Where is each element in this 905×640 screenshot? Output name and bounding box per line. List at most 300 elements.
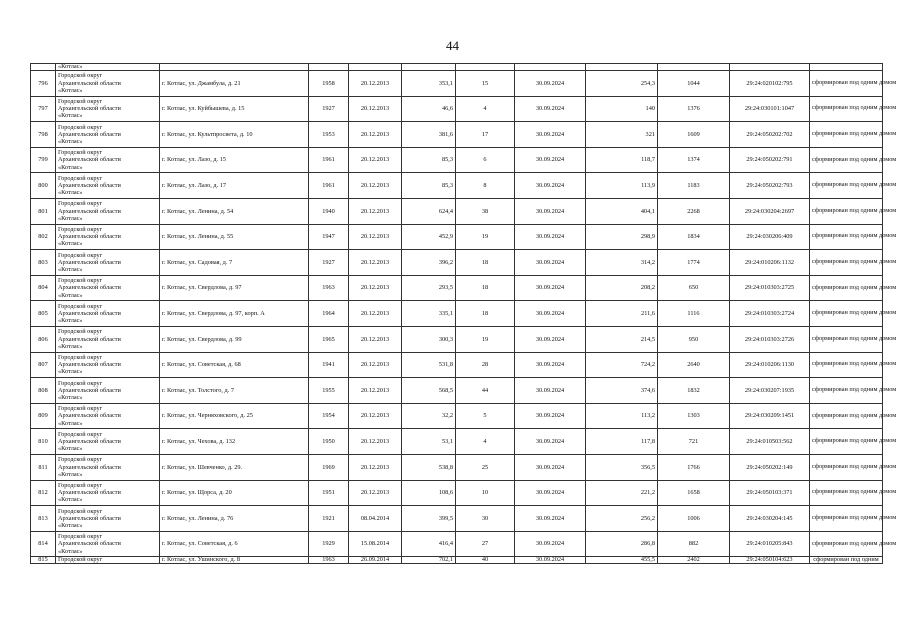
cell-planned-date: 30.09.2024 xyxy=(515,326,586,352)
cell-num: 811 xyxy=(31,454,56,480)
cell-date: 20.12.2013 xyxy=(349,378,402,404)
cell-municipality xyxy=(56,506,160,532)
cell-area: 32,2 xyxy=(402,403,456,429)
cell-date: 26.09.2014 xyxy=(349,557,402,564)
municipality-line: Архангельской области xyxy=(58,438,121,445)
cell-residents xyxy=(456,64,515,71)
cell-residents: 19 xyxy=(456,224,515,250)
cell-land-area: 724,2 xyxy=(586,352,658,378)
cell-planned-date: 30.09.2024 xyxy=(515,198,586,224)
cell-area: 53,1 xyxy=(402,429,456,455)
cell-planned-date: 30.09.2024 xyxy=(515,557,586,564)
cell-address xyxy=(160,64,309,71)
municipality-line: Городской округ xyxy=(58,174,103,182)
cell-date xyxy=(349,64,402,71)
cell-planned-date: 30.09.2024 xyxy=(515,480,586,506)
cell-municipality xyxy=(56,173,160,199)
cell-planned-date: 30.09.2024 xyxy=(515,250,586,276)
cell-residents: 28 xyxy=(456,352,515,378)
cell-planned-date: 30.09.2024 xyxy=(515,275,586,301)
table-row xyxy=(31,352,883,378)
cell-num: 808 xyxy=(31,378,56,404)
municipality-line: Городской округ xyxy=(58,98,103,106)
page-number: 44 xyxy=(446,38,459,53)
table-row xyxy=(31,250,883,276)
cell-year: 1940 xyxy=(309,198,349,224)
cell-year: 1929 xyxy=(309,531,349,557)
cell-note: сформирован под одним домом xyxy=(810,352,883,378)
cell-cadastral: 29:24:030207:1935 xyxy=(730,378,810,404)
cell-id: 721 xyxy=(658,429,730,455)
cell-note: сформирован под одним домом xyxy=(810,173,883,199)
cell-municipality xyxy=(56,352,160,378)
cell-address: г. Котлас, ул. Чехова, д. 132 xyxy=(160,429,309,455)
cell-land-area: 298,9 xyxy=(586,224,658,250)
cell-area: 353,1 xyxy=(402,71,456,97)
municipality-line: «Котлас» xyxy=(58,291,83,299)
cell-land-area: 356,5 xyxy=(586,454,658,480)
municipality-line: Городской округ xyxy=(58,430,103,438)
cell-land-area: 321 xyxy=(586,122,658,148)
cell-planned-date: 30.09.2024 xyxy=(515,454,586,480)
cell-date: 20.12.2013 xyxy=(349,454,402,480)
table-row xyxy=(31,275,883,301)
cell-date: 20.12.2013 xyxy=(349,147,402,173)
table-row xyxy=(31,173,883,199)
table-row xyxy=(31,531,883,557)
cell-land-area: 404,1 xyxy=(586,198,658,224)
cell-year: 1927 xyxy=(309,96,349,122)
cell-cadastral: 29:24:050103:371 xyxy=(730,480,810,506)
municipality-line: Городской округ xyxy=(58,123,103,131)
cell-land-area: 117,8 xyxy=(586,429,658,455)
cell-date: 20.12.2013 xyxy=(349,352,402,378)
table-row-partial xyxy=(31,557,883,564)
cell-municipality xyxy=(56,480,160,506)
cell-municipality xyxy=(56,403,160,429)
cell-land-area: 113,2 xyxy=(586,403,658,429)
cell-area: 624,4 xyxy=(402,198,456,224)
cell-land-area: 208,2 xyxy=(586,275,658,301)
table-row xyxy=(31,480,883,506)
cell-area: 452,9 xyxy=(402,224,456,250)
cell-id: 650 xyxy=(658,275,730,301)
municipality-line: «Котлас» xyxy=(58,189,83,197)
cell-note: сформирован под одним домом xyxy=(810,531,883,557)
cell-date: 20.12.2013 xyxy=(349,301,402,327)
cell-municipality xyxy=(56,275,160,301)
cell-land-area: 214,5 xyxy=(586,326,658,352)
municipality-line: «Котлас» xyxy=(58,521,83,529)
cell-num: 802 xyxy=(31,224,56,250)
cell-year: 1965 xyxy=(309,326,349,352)
cell-planned-date: 30.09.2024 xyxy=(515,403,586,429)
cell-planned-date: 30.09.2024 xyxy=(515,378,586,404)
cell-year: 1963 xyxy=(309,557,349,564)
municipality-line: Городской округ xyxy=(58,200,103,208)
cell-cadastral: 29:24:050202:793 xyxy=(730,173,810,199)
cell-year: 1969 xyxy=(309,454,349,480)
table-body xyxy=(31,63,897,564)
cell-land-area: 256,2 xyxy=(586,506,658,532)
cell-year: 1947 xyxy=(309,224,349,250)
cell-note: сформирован под одним домом xyxy=(810,403,883,429)
municipality-line: Городской округ xyxy=(58,251,103,259)
cell-residents: 4 xyxy=(456,96,515,122)
cell-id xyxy=(658,64,730,71)
municipality-line: «Котлас» xyxy=(58,547,83,555)
cell-cadastral: 29:24:010303:2725 xyxy=(730,275,810,301)
municipality-line: Архангельской области xyxy=(58,310,121,318)
cell-num: 814 xyxy=(31,531,56,557)
cell-year: 1961 xyxy=(309,147,349,173)
municipality-line: Архангельской области xyxy=(58,79,121,87)
cell-municipality xyxy=(56,96,160,122)
cell-residents: 6 xyxy=(456,147,515,173)
cell-planned-date: 30.09.2024 xyxy=(515,506,586,532)
cell-cadastral: 29:24:050202:149 xyxy=(730,454,810,480)
cell-land-area: 221,2 xyxy=(586,480,658,506)
table-row xyxy=(31,71,883,97)
cell-num: 796 xyxy=(31,71,56,97)
cell-address: г. Котлас, ул. Шевченко, д. 29. xyxy=(160,454,309,480)
cell-area: 416,4 xyxy=(402,531,456,557)
cell-id: 1044 xyxy=(658,71,730,97)
cell-num: 806 xyxy=(31,326,56,352)
cell-num: 801 xyxy=(31,198,56,224)
cell-address: г. Котлас, ул. Лазо, д. 15 xyxy=(160,147,309,173)
table-row xyxy=(31,506,883,532)
cell-id: 1832 xyxy=(658,378,730,404)
municipality-line: Архангельской области xyxy=(58,105,121,113)
cell-area: 108,6 xyxy=(402,480,456,506)
cell-date: 08.04.2014 xyxy=(349,506,402,532)
cell-num: 798 xyxy=(31,122,56,148)
housing-registry-table xyxy=(30,63,897,564)
cell-date: 20.12.2013 xyxy=(349,326,402,352)
cell-land-area: 118,7 xyxy=(586,147,658,173)
table-row xyxy=(31,378,883,404)
cell-cadastral: 29:24:030101:1047 xyxy=(730,96,810,122)
cell-num: 812 xyxy=(31,480,56,506)
municipality-line: Городской округ xyxy=(58,533,103,541)
cell-year: 1951 xyxy=(309,480,349,506)
cell-year: 1964 xyxy=(309,301,349,327)
cell-municipality xyxy=(56,531,160,557)
municipality-line: Архангельской области xyxy=(58,540,121,548)
cell-date: 20.12.2013 xyxy=(349,173,402,199)
municipality-line: Архангельской области xyxy=(58,335,121,343)
municipality-line: «Котлас» xyxy=(58,496,83,504)
cell-land-area: 140 xyxy=(586,96,658,122)
cell-num: 804 xyxy=(31,275,56,301)
cell-address: г. Котлас, ул. Куйбышева, д. 15 xyxy=(160,96,309,122)
cell-year: 1961 xyxy=(309,173,349,199)
cell-cadastral: 29:24:010303:2724 xyxy=(730,301,810,327)
table-row xyxy=(31,96,883,122)
cell-cadastral: 29:24:020102:795 xyxy=(730,71,810,97)
municipality-line: Городской округ xyxy=(58,354,103,362)
municipality-line: «Котлас» xyxy=(58,317,83,325)
municipality-line: Городской округ xyxy=(58,379,103,387)
cell-year: 1927 xyxy=(309,250,349,276)
cell-num: 813 xyxy=(31,506,56,532)
cell-residents: 25 xyxy=(456,454,515,480)
table-row xyxy=(31,454,883,480)
cell-cadastral: 29:24:030204:2697 xyxy=(730,198,810,224)
cell-residents: 8 xyxy=(456,173,515,199)
cell-note: сформирован под одним домом xyxy=(810,224,883,250)
municipality-line: Архангельской области xyxy=(58,182,121,190)
cell-land-area: 211,6 xyxy=(586,301,658,327)
cell-residents: 18 xyxy=(456,301,515,327)
cell-num: 799 xyxy=(31,147,56,173)
municipality-line: «Котлас» xyxy=(58,240,83,248)
table-row xyxy=(31,147,883,173)
cell-municipality: «Котлас» xyxy=(56,64,160,71)
table-row xyxy=(31,122,883,148)
cell-note: сформирован под одним домом xyxy=(810,301,883,327)
cell-cadastral: 29:24:050104:623 xyxy=(730,557,810,564)
cell-date: 20.12.2013 xyxy=(349,250,402,276)
cell-planned-date: 30.09.2024 xyxy=(515,301,586,327)
cell-id: 2402 xyxy=(658,557,730,564)
cell-land-area xyxy=(586,64,658,71)
cell-year: 1963 xyxy=(309,275,349,301)
cell-planned-date: 30.09.2024 xyxy=(515,173,586,199)
cell-address: г. Котлас, ул. Свердлова, д. 97 xyxy=(160,275,309,301)
municipality-line: Городской округ xyxy=(58,481,103,489)
cell-residents: 5 xyxy=(456,403,515,429)
cell-id: 1658 xyxy=(658,480,730,506)
municipality-line: Городской округ xyxy=(58,277,103,285)
cell-residents: 44 xyxy=(456,378,515,404)
cell-residents: 38 xyxy=(456,198,515,224)
municipality-line: Городской округ xyxy=(58,302,103,310)
cell-address: г. Котлас, ул. Толстого, д. 7 xyxy=(160,378,309,404)
cell-land-area: 455,5 xyxy=(586,557,658,564)
cell-municipality xyxy=(56,250,160,276)
cell-address: г. Котлас, ул. Лазо, д. 17 xyxy=(160,173,309,199)
cell-id: 1006 xyxy=(658,506,730,532)
cell-cadastral xyxy=(730,64,810,71)
cell-area: 85,3 xyxy=(402,173,456,199)
cell-date: 20.12.2013 xyxy=(349,224,402,250)
cell-residents: 4 xyxy=(456,429,515,455)
cell-id: 1374 xyxy=(658,147,730,173)
cell-num: 800 xyxy=(31,173,56,199)
cell-note: сформирован под одним домом xyxy=(810,147,883,173)
cell-date: 15.08.2014 xyxy=(349,531,402,557)
municipality-line: Архангельской области xyxy=(58,412,121,420)
municipality-line: Архангельской области xyxy=(58,489,121,497)
cell-num: 805 xyxy=(31,301,56,327)
cell-address: г. Котлас, ул. Садовая, д. 7 xyxy=(160,250,309,276)
municipality-line: «Котлас» xyxy=(58,342,83,350)
cell-note: сформирован под одним домом xyxy=(810,378,883,404)
cell-residents: 18 xyxy=(456,250,515,276)
municipality-line: Городской округ xyxy=(58,72,103,80)
cell-address: г. Котлас, ул. Ленина, д. 54 xyxy=(160,198,309,224)
cell-area: 85,3 xyxy=(402,147,456,173)
municipality-line: Городской округ xyxy=(58,149,103,157)
cell-planned-date: 30.09.2024 xyxy=(515,71,586,97)
municipality-line: Архангельской области xyxy=(58,207,121,215)
municipality-line: Архангельской области xyxy=(58,386,121,394)
cell-address: г. Котлас, ул. Свердлова, д. 97, корп. А xyxy=(160,301,309,327)
table-row xyxy=(31,301,883,327)
municipality-line: «Котлас» xyxy=(58,419,83,427)
cell-id: 1183 xyxy=(658,173,730,199)
cell-cadastral: 29:24:010303:2726 xyxy=(730,326,810,352)
cell-cadastral: 29:24:050202:791 xyxy=(730,147,810,173)
cell-cadastral: 29:24:030204:145 xyxy=(730,506,810,532)
cell-num: 807 xyxy=(31,352,56,378)
cell-num: 810 xyxy=(31,429,56,455)
table-row xyxy=(31,429,883,455)
cell-land-area: 374,6 xyxy=(586,378,658,404)
cell-year: 1955 xyxy=(309,378,349,404)
municipality-line: Архангельской области xyxy=(58,233,121,241)
cell-address: г. Котлас, ул. Свердлова, д. 99 xyxy=(160,326,309,352)
cell-residents: 17 xyxy=(456,122,515,148)
cell-land-area: 286,8 xyxy=(586,531,658,557)
cell-address: г. Котлас, ул. Культпросвета, д. 10 xyxy=(160,122,309,148)
municipality-line: Городской округ xyxy=(58,456,103,464)
cell-municipality xyxy=(56,198,160,224)
cell-id: 1834 xyxy=(658,224,730,250)
cell-land-area: 314,2 xyxy=(586,250,658,276)
table-row xyxy=(31,224,883,250)
cell-area: 335,1 xyxy=(402,301,456,327)
cell-cadastral: 29:24:030209:1451 xyxy=(730,403,810,429)
cell-cadastral: 29:24:010206:1132 xyxy=(730,250,810,276)
cell-note: сформирован под одним домом xyxy=(810,96,883,122)
cell-address: г. Котлас, ул. Щорса, д. 20 xyxy=(160,480,309,506)
municipality-line: Городской округ xyxy=(58,405,103,413)
cell-num: 809 xyxy=(31,403,56,429)
cell-residents: 19 xyxy=(456,326,515,352)
cell-residents: 10 xyxy=(456,480,515,506)
cell-planned-date: 30.09.2024 xyxy=(515,96,586,122)
cell-date: 20.12.2013 xyxy=(349,122,402,148)
cell-num: 815 xyxy=(31,557,56,564)
cell-area: 381,6 xyxy=(402,122,456,148)
cell-year: 1941 xyxy=(309,352,349,378)
cell-address: г. Котлас, ул. Ушинского, д. 8 xyxy=(160,557,309,564)
cell-municipality xyxy=(56,147,160,173)
municipality-line: «Котлас» xyxy=(58,470,83,478)
cell-residents: 15 xyxy=(456,71,515,97)
cell-note: сформирован под одним домом xyxy=(810,250,883,276)
cell-note: сформирован под одним домом xyxy=(810,506,883,532)
municipality-line: Архангельской области xyxy=(58,156,121,164)
municipality-line: «Котлас» xyxy=(58,368,83,376)
municipality-line: Архангельской области xyxy=(58,463,121,471)
cell-address: г. Котлас, ул. Черняховского, д. 25 xyxy=(160,403,309,429)
cell-residents: 18 xyxy=(456,275,515,301)
cell-area: 538,8 xyxy=(402,454,456,480)
cell-planned-date: 30.09.2024 xyxy=(515,429,586,455)
cell-area: 396,2 xyxy=(402,250,456,276)
cell-address: г. Котлас, ул. Советская, д. 6 xyxy=(160,531,309,557)
municipality-line: «Котлас» xyxy=(58,266,83,274)
cell-land-area: 254,3 xyxy=(586,71,658,97)
municipality-line: Городской округ xyxy=(58,507,103,515)
cell-date: 20.12.2013 xyxy=(349,198,402,224)
cell-residents: 27 xyxy=(456,531,515,557)
cell-cadastral: 29:24:010205:843 xyxy=(730,531,810,557)
cell-id: 1774 xyxy=(658,250,730,276)
cell-year xyxy=(309,64,349,71)
table-row xyxy=(31,326,883,352)
cell-id: 2640 xyxy=(658,352,730,378)
cell-note: сформирован под одним домом xyxy=(810,429,883,455)
municipality-line: Городской округ xyxy=(58,328,103,336)
cell-id: 1766 xyxy=(658,454,730,480)
cell-municipality xyxy=(56,301,160,327)
cell-id: 950 xyxy=(658,326,730,352)
cell-area: 293,5 xyxy=(402,275,456,301)
cell-id: 1303 xyxy=(658,403,730,429)
municipality-line: «Котлас» xyxy=(58,445,83,453)
cell-note: сформирован под одним домом xyxy=(810,122,883,148)
cell-municipality xyxy=(56,122,160,148)
cell-year: 1954 xyxy=(309,403,349,429)
cell-note: сформирован под одним домом xyxy=(810,326,883,352)
cell-address: г. Котлас, ул. Ленина, д. 76 xyxy=(160,506,309,532)
cell-area xyxy=(402,64,456,71)
cell-area: 531,8 xyxy=(402,352,456,378)
municipality-line: «Котлас» xyxy=(58,138,83,146)
cell-note: сформирован под одним домом xyxy=(810,71,883,97)
cell-note: сформирован под одним домом xyxy=(810,275,883,301)
cell-id: 2268 xyxy=(658,198,730,224)
cell-year: 1958 xyxy=(309,71,349,97)
municipality-line: Архангельской области xyxy=(58,258,121,266)
municipality-line: Архангельской области xyxy=(58,130,121,138)
municipality-line: Архангельской области xyxy=(58,514,121,522)
cell-planned-date: 30.09.2024 xyxy=(515,122,586,148)
cell-year: 1950 xyxy=(309,429,349,455)
cell-planned-date: 30.09.2024 xyxy=(515,224,586,250)
cell-land-area: 113,9 xyxy=(586,173,658,199)
municipality-line: «Котлас» xyxy=(58,112,83,120)
cell-date: 20.12.2013 xyxy=(349,403,402,429)
cell-cadastral: 29:24:010503:562 xyxy=(730,429,810,455)
cell-id: 1376 xyxy=(658,96,730,122)
table-row xyxy=(31,403,883,429)
cell-date: 20.12.2013 xyxy=(349,71,402,97)
cell-planned-date: 30.09.2024 xyxy=(515,147,586,173)
municipality-line: «Котлас» xyxy=(58,86,83,94)
cell-note: сформирован под одним домом xyxy=(810,480,883,506)
cell-residents: 40 xyxy=(456,557,515,564)
cell-area: 46,6 xyxy=(402,96,456,122)
cell-note: сформирован под одним домом xyxy=(810,454,883,480)
cell-municipality xyxy=(56,71,160,97)
cell-date: 20.12.2013 xyxy=(349,480,402,506)
table-row xyxy=(31,198,883,224)
cell-municipality xyxy=(56,378,160,404)
cell-planned-date: 30.09.2024 xyxy=(515,531,586,557)
cell-num: 803 xyxy=(31,250,56,276)
table-row-continuation xyxy=(31,64,883,71)
cell-cadastral: 29:24:010206:1130 xyxy=(730,352,810,378)
cell-date: 20.12.2013 xyxy=(349,96,402,122)
cell-year: 1953 xyxy=(309,122,349,148)
municipality-line: Архангельской области xyxy=(58,284,121,292)
